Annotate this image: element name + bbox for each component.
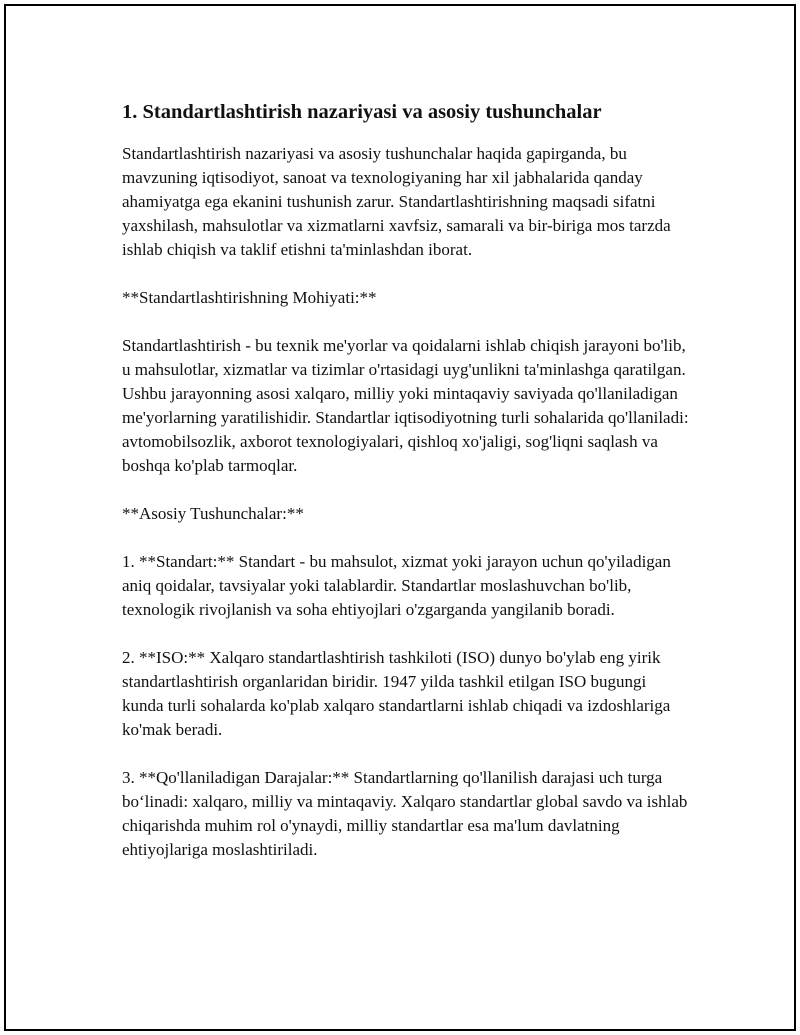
document-title: 1. Standartlashtirish nazariyasi va asosiy tushunchalar xyxy=(122,101,602,123)
document-body xyxy=(122,98,692,862)
section-heading-tushunchalar: **Asosiy Tushunchalar:** xyxy=(122,504,304,523)
list-item-darajalar: 3. **Qo'llaniladigan Darajalar:** Standartlarning qo'llanilish darajasi uch turga bo‘linadi: xalqaro, milliy va mintaqaviy. Xalqaro standartlar global savdo va ishlab chiqarishda muhim rol o'ynaydi, milliy standartlar esa ma'lum davlatning ehtiyojlariga moslashtiriladi. xyxy=(122,768,688,859)
list-item-standart: 1. **Standart:** Standart - bu mahsulot, xizmat yoki jarayon uchun qo'yiladigan aniq qoidalar, tavsiyalar yoki talablardir. Standartlar moslashuvchan bo'lib, texnologik rivojlanish va soha ehtiyojlari o'zgarganda yangilanib boradi. xyxy=(122,552,671,619)
section-heading-mohiyati: **Standartlashtirishning Mohiyati:** xyxy=(122,288,377,307)
intro-paragraph: Standartlashtirish nazariyasi va asosiy tushunchalar haqida gapirganda, bu mavzuning iqtisodiyot, sanoat va texnologiyaning har xil jabhalarida qanday ahamiyatga ega ekanini tushunish zarur. Standartlashtirishning maqsadi sifatni yaxshilash, mahsulotlar va xizmatlarni xavfsiz, samarali va bir-biriga mos tarzda ishlab chiqish va taklif etishni ta'minlashdan iborat. xyxy=(122,144,671,259)
mohiyati-paragraph: Standartlashtirish - bu texnik me'yorlar va qoidalarni ishlab chiqish jarayoni bo'lib, u mahsulotlar, xizmatlar va tizimlar o'rtasidagi uyg'unlikni ta'minlashga qaratilgan. Ushbu jarayonning asosi xalqaro, milliy yoki mintaqaviy saviyada qo'llaniladigan me'yorlarning yaratilishidir. Standartlar iqtisodiyotning turli sohalarida qo'llaniladi: avtomobilsozlik, axborot texnologiyalari, qishloq xo'jaligi, sog'liqni saqlash va boshqa ko'plab tarmoqlar. xyxy=(122,336,689,475)
page-frame xyxy=(4,4,796,1031)
list-item-iso: 2. **ISO:** Xalqaro standartlashtirish tashkiloti (ISO) dunyo bo'ylab eng yirik standartlashtirish organlaridan biridir. 1947 yilda tashkil etilgan ISO bugungi kunda turli sohalarda ko'plab xalqaro standartlarni ishlab chiqadi va izdoshlariga ko'mak beradi. xyxy=(122,648,671,739)
